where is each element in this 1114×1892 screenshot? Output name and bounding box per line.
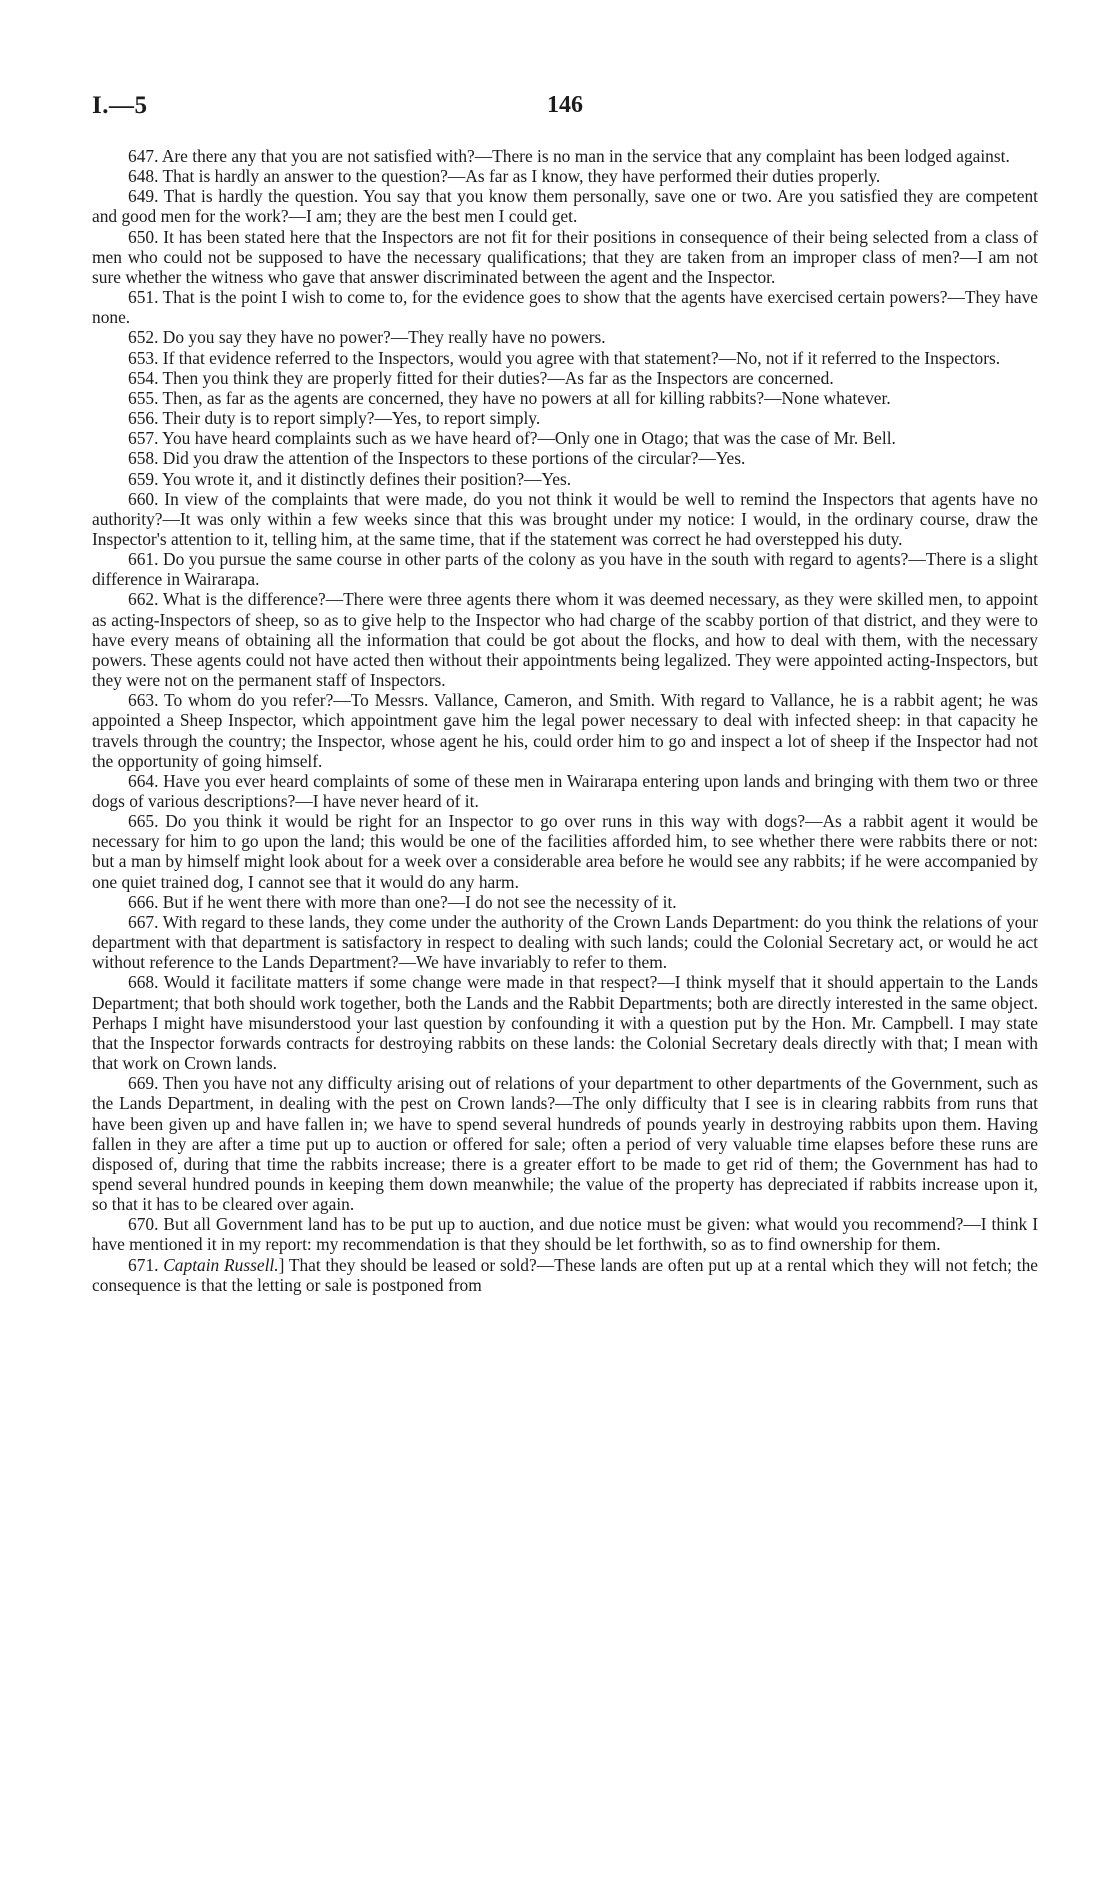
paragraph-670: 670. But all Government land has to be put up to auction, and due notice must be given: what would you recommend?—I think I have mentioned it in my report: my recommendation is that they should be let forthwith, so as to find ownership for them. — [92, 1214, 1038, 1255]
paragraph-655: 655. Then, as far as the agents are concerned, they have no powers at all for killing rabbits?—None whatever. — [128, 387, 891, 408]
paragraph-647: 647. Are there any that you are not satisfied with?—There is no man in the service that any complaint has been lodged against. — [128, 146, 1010, 166]
paragraph-652: 652. Do you say they have no power?—They really have no powers. — [128, 327, 606, 348]
paragraph-653: 653. If that evidence referred to the Inspectors, would you agree with that statement?—No, not if it referred to the Inspectors. — [128, 347, 1001, 368]
paragraph-669: 669. Then you have not any difficulty arising out of relations of your department to other departments of the Government, such as the Lands Department, in dealing with the pest on Crown lands?—The only difficulty that I see is in clearing rabbits from runs that have been given up and have fallen in; we have to spend several hundreds of pounds yearly in destroying rabbits upon them. Having fallen in they are after a time put up to auction or offered for sale; often a period of very valuable time elapses before these runs are disposed of, during that time the rabbits increase; there is a greater effort to be made to get rid of them; the Government has had to spend several hundred pounds in keeping them down meanwhile; the value of the property has depreciated if rabbits increase upon it, so that it has to be cleared over again. — [92, 1073, 1038, 1215]
paragraph-649: 649. That is hardly the question. You say that you know them personally, save one or two. Are you satisfied they are competent and good men for the work?—I am; they are the best men I could get. — [92, 186, 1038, 227]
question-number: 671. — [128, 1254, 164, 1275]
page-number: 146 — [547, 92, 583, 118]
paragraph-656: 656. Their duty is to report simply?—Yes, to report simply. — [128, 408, 541, 429]
speaker-name: Captain Russell. — [163, 1254, 279, 1275]
paragraph-text: ] That they should be leased or sold?—These lands are often put up at a rental which they will not fetch; the consequence is that the letting or sale is postponed from — [92, 1254, 1039, 1295]
paragraph-671 — [92, 1255, 1038, 1295]
paragraph-665: 665. Do you think it would be right for an Inspector to go over runs in this way with dogs?—As a rabbit agent it would be necessary for him to go upon the land; this would be one of the facilities afforded him, to see whether there were rabbits there or not: but a man by himself might look about for a week over a considerable area before he would see any rabbits; if he were accompanied by one quiet trained dog, I cannot see that it would do any harm. — [92, 811, 1038, 892]
paragraph-650: 650. It has been stated here that the Inspectors are not fit for their positions in consequence of their being selected from a class of men who could not be supposed to have the necessary qualifications; that they are taken from an improper class of men?—I am not sure whether the witness who gave that answer discriminated between the agent and the Inspector. — [92, 226, 1038, 287]
paragraph-662: 662. What is the difference?—There were three agents there whom it was deemed necessary, as they were skilled men, to appoint as acting-Inspectors of sheep, so as to give help to the Inspector who had charge of the scabby portion of that district, and they were to have every means of obtaining all the information that could be got about the flocks, and how to deal with them, with the necessary powers. These agents could not have acted then without their appointments being legalized. They were appointed acting-Inspectors, but they were not on the permanent staff of Inspectors. — [92, 589, 1038, 691]
page-header — [92, 92, 1038, 122]
paragraph-648: 648. That is hardly an answer to the question?—As far as I know, they have performed their duties properly. — [128, 166, 881, 187]
paragraph-664: 664. Have you ever heard complaints of some of these men in Wairarapa entering upon lands and bringing with them two or three dogs of various descriptions?—I have never heard of it. — [92, 770, 1038, 811]
paragraph-654: 654. Then you think they are properly fitted for their duties?—As far as the Inspectors are concerned. — [128, 367, 834, 388]
paragraph-658: 658. Did you draw the attention of the Inspectors to these portions of the circular?—Yes. — [128, 448, 746, 469]
paragraph-666: 666. But if he went there with more than one?—I do not see the necessity of it. — [128, 891, 677, 912]
paragraph-663: 663. To whom do you refer?—To Messrs. Vallance, Cameron, and Smith. With regard to Vallance, he is a rabbit agent; he was appointed a Sheep Inspector, which appointment gave him the legal power necessary to deal with infected sheep: in that capacity he travels through the country; the Inspector, whose agent he his, could order him to go and inspect a lot of sheep if the Inspector had not the opportunity of going himself. — [92, 690, 1038, 771]
paragraph-667: 667. With regard to these lands, they come under the authority of the Crown Lands Department: do you think the relations of your department with that department is satisfactory in respect to dealing with such lands; could the Colonial Secretary act, or would he act without reference to the Lands Department?—We have invariably to refer to them. — [92, 911, 1038, 973]
paragraph-660: 660. In view of the complaints that were made, do you not think it would be well to remind the Inspectors that agents have no authority?—It was only within a few weeks since that this was brought under my notice: I would, in the ordinary course, draw the Inspector's attention to it, telling him, at the same time, that if the statement was correct he had overstepped his duty. — [92, 488, 1038, 549]
paper-reference: I.—5 — [92, 92, 148, 119]
paragraph-661: 661. Do you pursue the same course in other parts of the colony as you have in the south with regard to agents?—There is a slight difference in Wairarapa. — [92, 549, 1038, 590]
paragraph-657: 657. You have heard complaints such as we have heard of?—Only one in Otago; that was the case of Mr. Bell. — [128, 428, 896, 449]
paragraph-651: 651. That is the point I wish to come to, for the evidence goes to show that the agents have exercised certain powers?—They have none. — [92, 287, 1038, 328]
paragraph-659: 659. You wrote it, and it distinctly defines their position?—Yes. — [128, 468, 572, 489]
page-body — [92, 146, 1038, 1295]
paragraph-668: 668. Would it facilitate matters if some change were made in that respect?—I think myself that it should appertain to the Lands Department; that both should work together, both the Lands and the Rabbit Departments; both are directly interested in the same object. Perhaps I might have misunderstood your last question by confounding it with a question put by the Hon. Mr. Campbell. I may state that the Inspector forwards contracts for destroying rabbits on these lands: the Colonial Secretary deals directly with that; I mean with that work on Crown lands. — [92, 972, 1038, 1074]
